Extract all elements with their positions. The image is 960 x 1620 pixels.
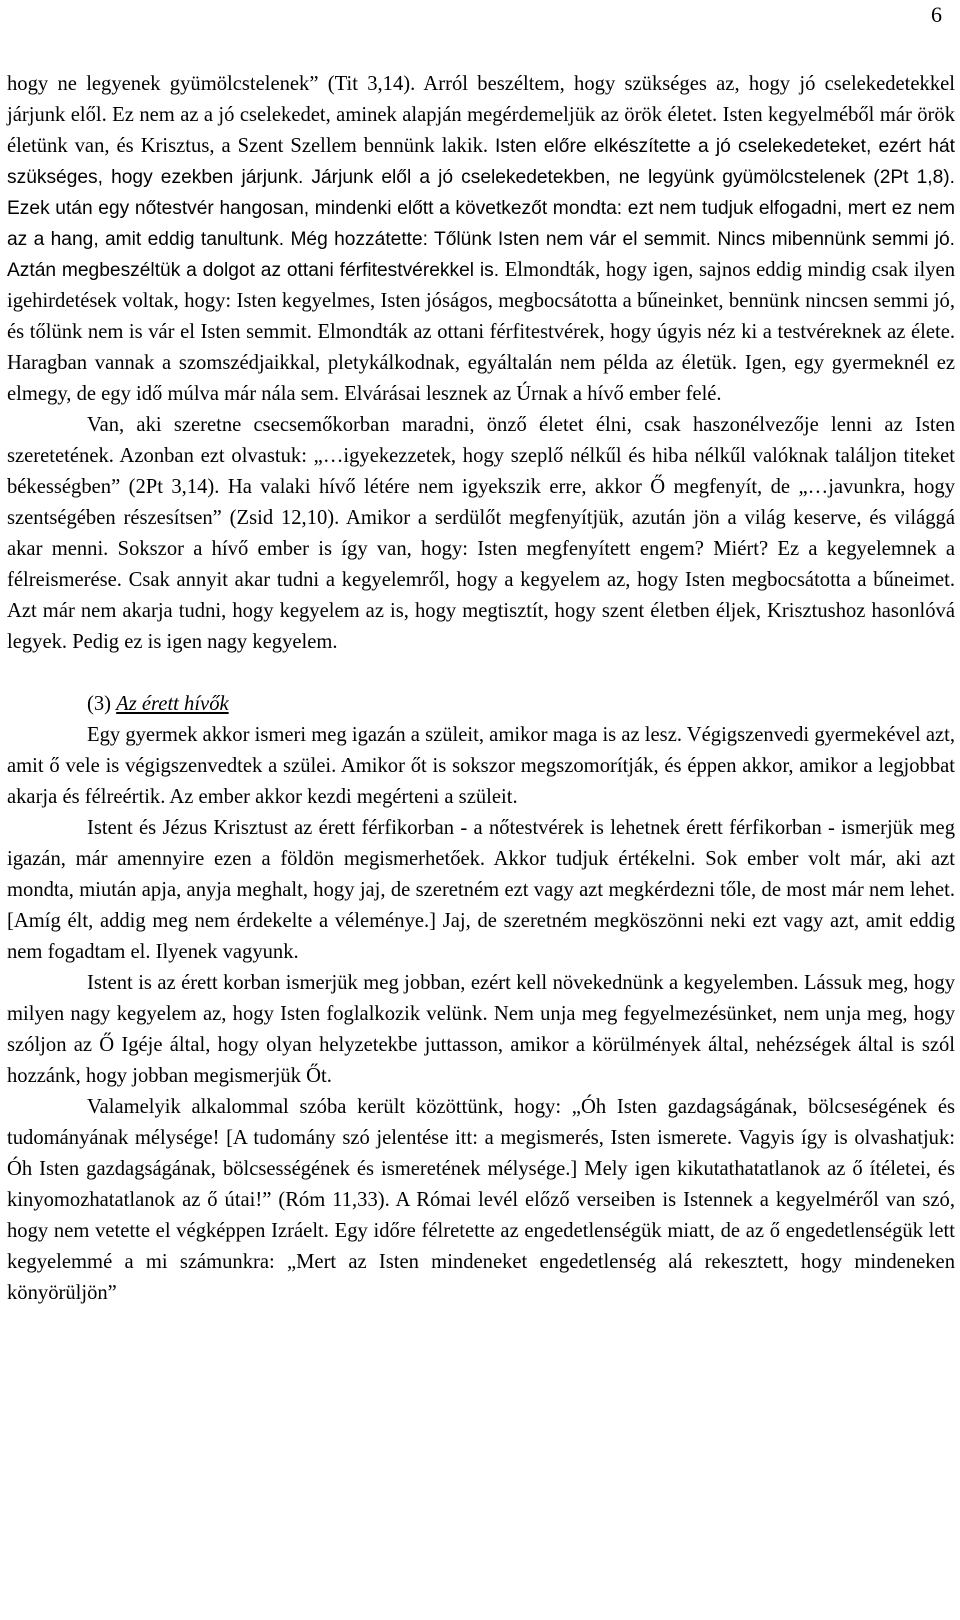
text-segment: Elmondták, hogy igen, sajnos eddig mindig csak ilyen igehirdetések voltak, hogy: Isten kegyelmes, Isten jóságos, megbocsátotta a bűneinket, bennünk nincsen semmi jó, és tőlünk nem is vár el Isten semmit. Elmondták az ottani férfitestvérek, hogy úgyis néz ki a testvéreknek az élete. Haragban vannak a szomszédjaikkal, pletykálkodnak, egyáltalán nem példa az életük. Igen, egy gyermeknél ez elmegy, de egy idő múlva már nála sem. Elvárásai lesznek az Úrnak a hívő ember felé. [7, 259, 955, 405]
page-number: 6 [931, 2, 942, 27]
paragraph [7, 69, 955, 410]
paragraph: Valamelyik alkalommal szóba került közöttünk, hogy: „Óh Isten gazdagságának, bölcseségének és tudományának mélysége! [A tudomány szó jelentése itt: a megismerés, Isten ismerete. Vagyis így is olvashatjuk: Óh Isten gazdagságának, bölcsességének és ismeretének mélysége.] Mely igen kikutathatatlanok az ő ítéletei, és kinyomozhatatlanok az ő útai!” (Róm 11,33). A Római levél előző verseiben is Istennek a kegyelméről van szó, hogy nem vetette el végképpen Izráelt. Egy időre félretette az engedetlenségük miatt, de az ő engedetlenségük lett kegyelemmé a mi számunkra: „Mert az Isten mindeneket engedetlenség alá rekesztett, hogy mindeneken könyörüljön” [7, 1096, 955, 1304]
document-body [7, 69, 955, 1309]
section-title: Az érett hívők [116, 693, 229, 715]
paragraph: Egy gyermek akkor ismeri meg igazán a szüleit, amikor maga is az lesz. Végigszenvedi gyermekével azt, amit ő vele is végigszenvedtek a szülei. Amikor őt is sokszor megszomorítják, és éppen akkor, amikor a legjobbat akarja és félreértik. Az ember akkor kezdi megérteni a szüleit. [7, 724, 955, 808]
paragraph: Istent és Jézus Krisztust az érett férfikorban - a nőtestvérek is lehetnek érett férfikorban - ismerjük meg igazán, már amennyire ezen a földön megismerhetőek. Akkor tudjuk értékelni. Sok ember volt már, aki azt mondta, miután apja, anyja meghalt, hogy jaj, de szeretném ezt vagy azt megkérdezni tőle, de most már nem lehet. [Amíg élt, addig meg nem érdekelte a véleménye.] Jaj, de szeretném megköszönni neki ezt vagy azt, amit eddig nem fogadtam el. Ilyenek vagyunk. [7, 817, 955, 963]
paragraph: Van, aki szeretne csecsemőkorban maradni, önző életet élni, csak haszonélvezője lenni az Isten szeretetének. Azonban ezt olvastuk: „…igyekezzetek, hogy szeplő nélkűl és hiba nélkűl valóknak találjon titeket békességben” (2Pt 3,14). Ha valaki hívő létére nem igyekszik erre, akkor Ő megfenyít, de „…javunkra, hogy szentségében részesítsen” (Zsid 12,10). Amikor a serdülőt megfenyítjük, azután jön a világ keserve, és világgá akar menni. Sokszor a hívő ember is így van, hogy: Isten megfenyített engem? Miért? Ez a kegyelemnek a félreismerése. Csak annyit akar tudni a kegyelemről, hogy a kegyelem az, hogy Isten megbocsátotta a bűneimet. Azt már nem akarja tudni, hogy kegyelem az is, hogy megtisztít, hogy szent életben éljek, Krisztushoz hasonlóvá legyek. Pedig ez is igen nagy kegyelem. [7, 414, 955, 653]
section-heading [7, 689, 955, 720]
text-segment-sans: Isten előre elkészítette a jó cselekedeteket, ezért hát szükséges, hogy ezekben járjunk. Járjunk elől a jó cselekedetekben, ne legyünk gyümölcstelenek (2Pt 1,8). Ezek után egy nőtestvér hangosan, mindenki előtt a következőt mondta: ezt nem tudjuk elfogadni, mert ez nem az a hang, amit eddig tanultunk. Még hozzátette: Tőlünk Isten nem vár el semmit. Nincs mibennünk semmi jó. Aztán megbeszéltük a dolgot az ottani férfitestvérekkel is. [7, 136, 955, 281]
section-number: (3) [87, 693, 112, 715]
text-segment: hogy ne legyenek gyümölcstelenek” (Tit 3,14). Arról beszéltem, hogy szükséges az, hogy jó cselekedetekkel járjunk elől. Ez nem az a jó cselekedet, aminek alapján megérdemeljük az örök életet. Isten kegyelméből már örök életünk van, és Krisztus, a Szent Szellem bennünk lakik. [7, 73, 955, 157]
paragraph: Istent is az érett korban ismerjük meg jobban, ezért kell növekednünk a kegyelemben. Lássuk meg, hogy milyen nagy kegyelem az, hogy Isten foglalkozik velünk. Nem unja meg fegyelmezésünket, nem unja meg, hogy szóljon az Ő Igéje által, hogy olyan helyzetekbe juttasson, amikor a körülmények által, nehézségek által is szól hozzánk, hogy jobban megismerjük Őt. [7, 972, 955, 1087]
